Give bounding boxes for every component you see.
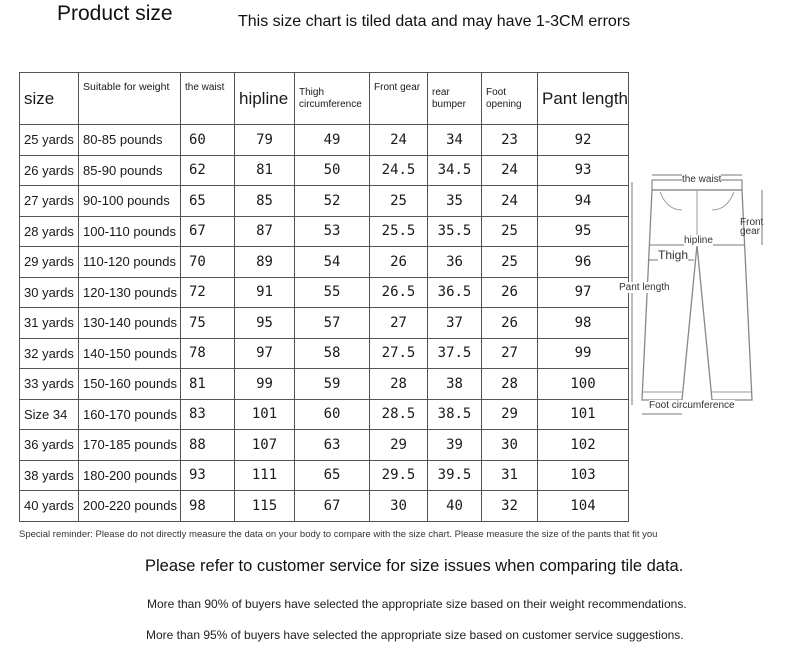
- cell-size: 38 yards: [20, 460, 79, 491]
- cell-measurement: 60: [181, 125, 235, 156]
- cell-measurement: 57: [295, 308, 370, 339]
- cell-measurement: 97: [235, 338, 295, 369]
- table-row: [20, 216, 629, 247]
- cell-measurement: 26: [482, 308, 538, 339]
- cell-measurement: 24: [370, 125, 428, 156]
- cell-measurement: 27.5: [370, 338, 428, 369]
- cell-measurement: 62: [181, 155, 235, 186]
- cell-measurement: 104: [538, 491, 629, 522]
- table-body: [20, 125, 629, 522]
- cell-size: 26 yards: [20, 155, 79, 186]
- cell-measurement: 29.5: [370, 460, 428, 491]
- cell-measurement: 98: [538, 308, 629, 339]
- cell-measurement: 27: [370, 308, 428, 339]
- cell-weight: 170-185 pounds: [79, 430, 181, 461]
- cell-size: 30 yards: [20, 277, 79, 308]
- cell-size: 32 yards: [20, 338, 79, 369]
- cell-measurement: 65: [295, 460, 370, 491]
- cell-weight: 130-140 pounds: [79, 308, 181, 339]
- cell-measurement: 81: [235, 155, 295, 186]
- cell-measurement: 58: [295, 338, 370, 369]
- cell-measurement: 93: [181, 460, 235, 491]
- cell-measurement: 72: [181, 277, 235, 308]
- cell-measurement: 31: [482, 460, 538, 491]
- cell-measurement: 65: [181, 186, 235, 217]
- cell-measurement: 25.5: [370, 216, 428, 247]
- cell-measurement: 50: [295, 155, 370, 186]
- cell-measurement: 37.5: [428, 338, 482, 369]
- cell-measurement: 59: [295, 369, 370, 400]
- table-row: [20, 491, 629, 522]
- header-front-gear: Front gear: [370, 73, 428, 125]
- cell-size: 27 yards: [20, 186, 79, 217]
- cell-measurement: 38.5: [428, 399, 482, 430]
- cell-measurement: 100: [538, 369, 629, 400]
- stat-service: More than 95% of buyers have selected the appropriate size based on customer service suggestions.: [146, 628, 684, 642]
- header-pant-length: Pant length: [538, 73, 629, 125]
- cell-measurement: 36: [428, 247, 482, 278]
- cell-measurement: 38: [428, 369, 482, 400]
- cell-measurement: 24.5: [370, 155, 428, 186]
- cell-size: 28 yards: [20, 216, 79, 247]
- cell-measurement: 101: [235, 399, 295, 430]
- header-weight: Suitable for weight: [79, 73, 181, 125]
- cell-size: 29 yards: [20, 247, 79, 278]
- cell-measurement: 52: [295, 186, 370, 217]
- table-row: [20, 247, 629, 278]
- table-header-row: [20, 73, 629, 125]
- header-size: size: [20, 73, 79, 125]
- pants-illustration: [612, 170, 782, 430]
- cell-measurement: 97: [538, 277, 629, 308]
- service-note: Please refer to customer service for size issues when comparing tile data.: [145, 557, 684, 575]
- cell-measurement: 34.5: [428, 155, 482, 186]
- cell-measurement: 107: [235, 430, 295, 461]
- cell-measurement: 24: [482, 186, 538, 217]
- cell-measurement: 32: [482, 491, 538, 522]
- cell-measurement: 111: [235, 460, 295, 491]
- cell-weight: 150-160 pounds: [79, 369, 181, 400]
- size-table: [19, 72, 629, 522]
- cell-measurement: 40: [428, 491, 482, 522]
- cell-measurement: 94: [538, 186, 629, 217]
- cell-measurement: 67: [295, 491, 370, 522]
- cell-measurement: 95: [235, 308, 295, 339]
- cell-measurement: 23: [482, 125, 538, 156]
- cell-measurement: 93: [538, 155, 629, 186]
- cell-measurement: 30: [370, 491, 428, 522]
- cell-measurement: 96: [538, 247, 629, 278]
- cell-measurement: 34: [428, 125, 482, 156]
- cell-measurement: 89: [235, 247, 295, 278]
- cell-measurement: 115: [235, 491, 295, 522]
- header-foot-opening: Foot opening: [482, 73, 538, 125]
- cell-measurement: 75: [181, 308, 235, 339]
- cell-measurement: 79: [235, 125, 295, 156]
- cell-measurement: 26: [370, 247, 428, 278]
- cell-measurement: 92: [538, 125, 629, 156]
- cell-size: 40 yards: [20, 491, 79, 522]
- cell-weight: 80-85 pounds: [79, 125, 181, 156]
- header-hipline: hipline: [235, 73, 295, 125]
- table-row: [20, 399, 629, 430]
- table-row: [20, 308, 629, 339]
- cell-measurement: 24: [482, 155, 538, 186]
- table-row: [20, 125, 629, 156]
- cell-measurement: 39: [428, 430, 482, 461]
- cell-measurement: 25: [482, 216, 538, 247]
- pants-diagram: [612, 170, 782, 430]
- cell-size: 36 yards: [20, 430, 79, 461]
- cell-measurement: 54: [295, 247, 370, 278]
- cell-measurement: 83: [181, 399, 235, 430]
- label-waist: the waist: [682, 174, 722, 185]
- table-row: [20, 430, 629, 461]
- cell-measurement: 67: [181, 216, 235, 247]
- cell-measurement: 35.5: [428, 216, 482, 247]
- cell-measurement: 85: [235, 186, 295, 217]
- cell-measurement: 28: [370, 369, 428, 400]
- header-thigh: Thigh circumference: [295, 73, 370, 125]
- cell-measurement: 25: [482, 247, 538, 278]
- cell-measurement: 49: [295, 125, 370, 156]
- cell-measurement: 63: [295, 430, 370, 461]
- cell-measurement: 28.5: [370, 399, 428, 430]
- cell-measurement: 36.5: [428, 277, 482, 308]
- cell-measurement: 81: [181, 369, 235, 400]
- cell-measurement: 101: [538, 399, 629, 430]
- cell-measurement: 70: [181, 247, 235, 278]
- cell-measurement: 26: [482, 277, 538, 308]
- cell-measurement: 87: [235, 216, 295, 247]
- cell-size: 25 yards: [20, 125, 79, 156]
- table-row: [20, 369, 629, 400]
- cell-measurement: 60: [295, 399, 370, 430]
- cell-weight: 200-220 pounds: [79, 491, 181, 522]
- cell-measurement: 88: [181, 430, 235, 461]
- cell-measurement: 28: [482, 369, 538, 400]
- cell-size: 33 yards: [20, 369, 79, 400]
- page-title: Product size: [57, 2, 173, 25]
- table-row: [20, 155, 629, 186]
- label-hipline: hipline: [684, 235, 713, 246]
- cell-measurement: 103: [538, 460, 629, 491]
- label-pant-length: Pant length: [619, 282, 670, 293]
- label-thigh: Thigh: [658, 248, 689, 262]
- cell-measurement: 91: [235, 277, 295, 308]
- cell-measurement: 27: [482, 338, 538, 369]
- cell-measurement: 53: [295, 216, 370, 247]
- cell-weight: 85-90 pounds: [79, 155, 181, 186]
- cell-measurement: 29: [370, 430, 428, 461]
- label-foot: Foot circumference: [649, 400, 735, 411]
- cell-weight: 120-130 pounds: [79, 277, 181, 308]
- cell-weight: 110-120 pounds: [79, 247, 181, 278]
- table-row: [20, 460, 629, 491]
- cell-measurement: 55: [295, 277, 370, 308]
- cell-weight: 160-170 pounds: [79, 399, 181, 430]
- cell-measurement: 25: [370, 186, 428, 217]
- cell-measurement: 98: [181, 491, 235, 522]
- table-row: [20, 338, 629, 369]
- cell-measurement: 35: [428, 186, 482, 217]
- header-rear-bumper: rear bumper: [428, 73, 482, 125]
- cell-measurement: 30: [482, 430, 538, 461]
- cell-size: Size 34: [20, 399, 79, 430]
- stat-weight: More than 90% of buyers have selected the appropriate size based on their weight recommendations.: [147, 597, 687, 611]
- header-waist: the waist: [181, 73, 235, 125]
- cell-size: 31 yards: [20, 308, 79, 339]
- cell-measurement: 99: [538, 338, 629, 369]
- cell-measurement: 78: [181, 338, 235, 369]
- cell-measurement: 99: [235, 369, 295, 400]
- cell-weight: 140-150 pounds: [79, 338, 181, 369]
- special-reminder: Special reminder: Please do not directly measure the data on your body to compare with the size chart. Please measure the size of the pants that fit you: [19, 529, 658, 540]
- cell-weight: 90-100 pounds: [79, 186, 181, 217]
- cell-measurement: 102: [538, 430, 629, 461]
- table-row: [20, 186, 629, 217]
- cell-measurement: 95: [538, 216, 629, 247]
- cell-weight: 100-110 pounds: [79, 216, 181, 247]
- cell-measurement: 29: [482, 399, 538, 430]
- table-row: [20, 277, 629, 308]
- label-front-gear: Front gear: [740, 217, 764, 237]
- cell-measurement: 39.5: [428, 460, 482, 491]
- cell-weight: 180-200 pounds: [79, 460, 181, 491]
- error-note: This size chart is tiled data and may have 1-3CM errors: [238, 13, 631, 30]
- cell-measurement: 26.5: [370, 277, 428, 308]
- cell-measurement: 37: [428, 308, 482, 339]
